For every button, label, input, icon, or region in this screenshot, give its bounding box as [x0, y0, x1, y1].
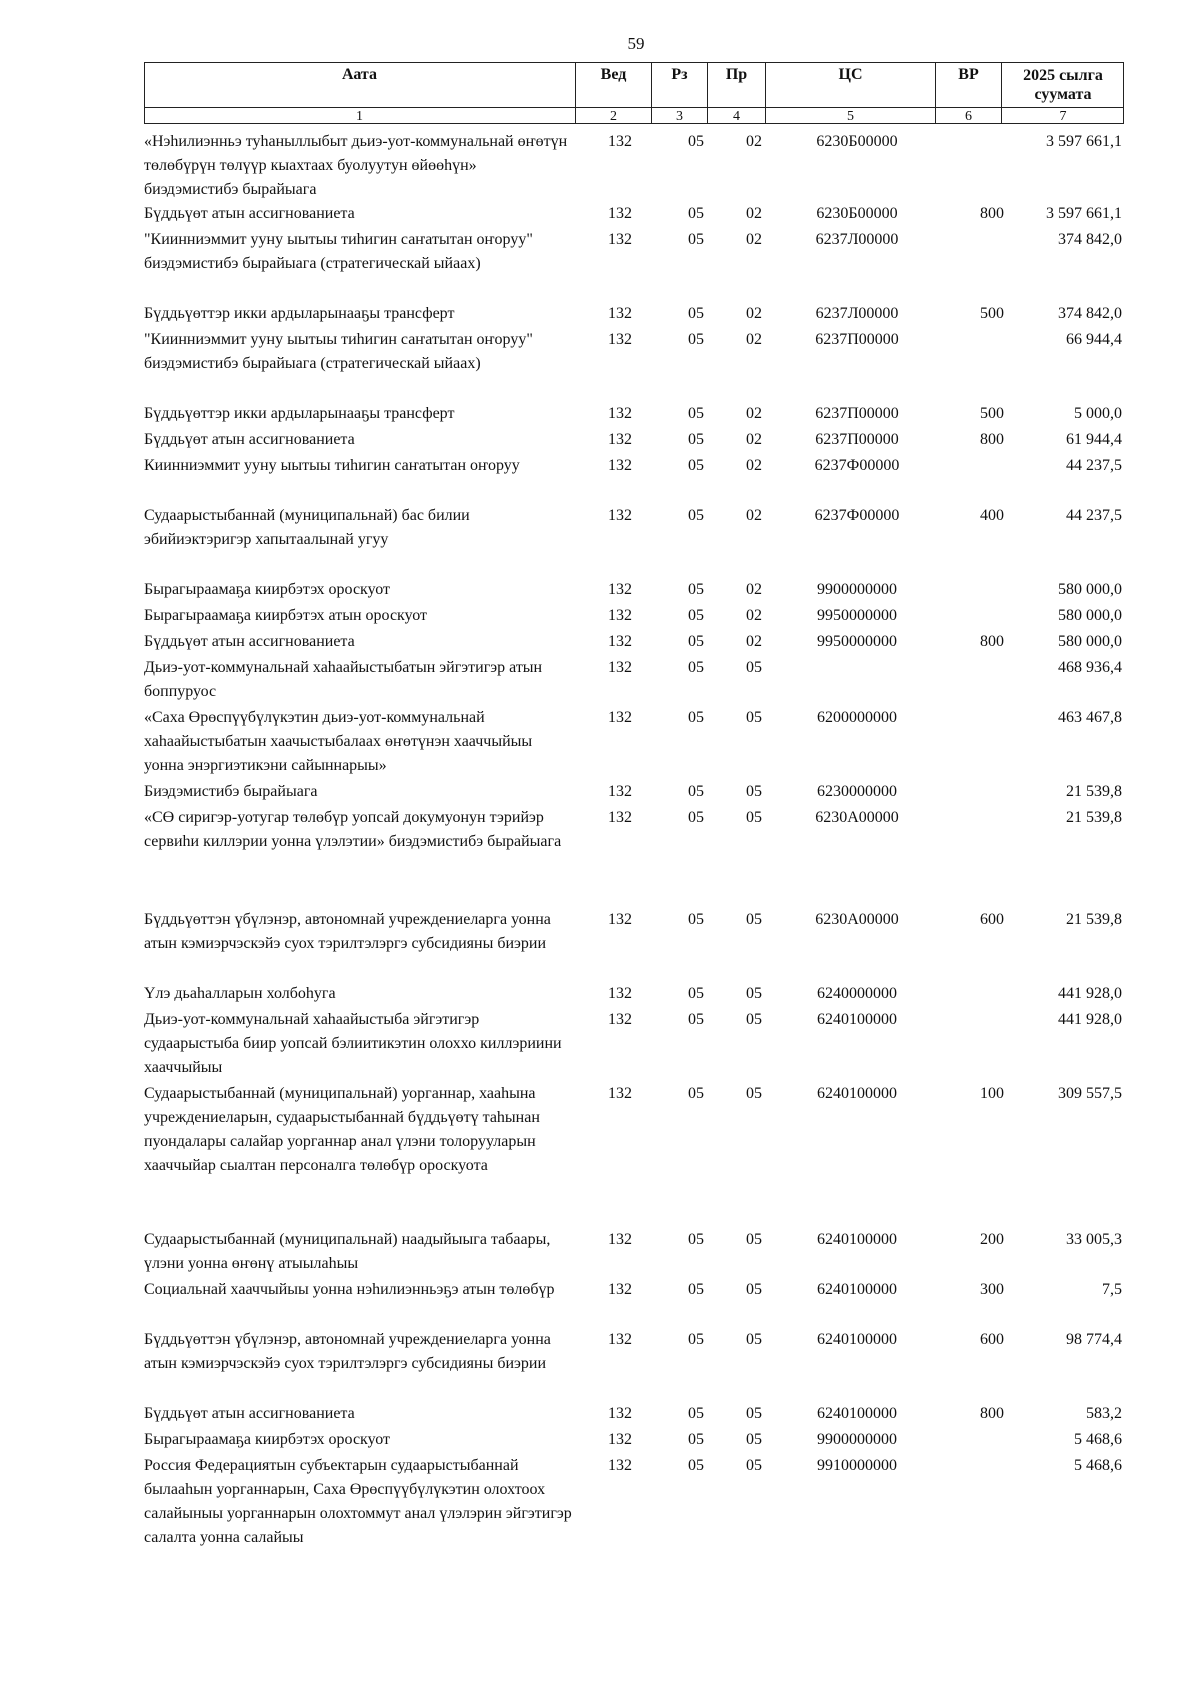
row-pr: 05 [746, 1331, 762, 1348]
row-ved: 132 [608, 659, 632, 676]
row-name: «Саха Өрөспүүбүлүкэтин дьиэ-уот-коммунальнай хаһаайыстыбатын хаачыстыбалаах өҥөтүнэн хааччыйыы уонна энэргиэтикэни сайыннарыы» [144, 709, 533, 774]
row-ved: 132 [608, 783, 632, 800]
row-cs: 6237П00000 [815, 405, 899, 422]
row-ved: 132 [608, 457, 632, 474]
row-rz: 05 [688, 1011, 704, 1028]
row-name: Судаарыстыбаннай (муниципальнай) бас билии эбийиэктэригэр хапытаалынай угуу [144, 507, 470, 548]
row-sum: 468 936,4 [1058, 659, 1122, 676]
row-vr: 400 [980, 507, 1004, 524]
row-rz: 05 [688, 659, 704, 676]
row-sum: 98 774,4 [1066, 1331, 1122, 1348]
row-vr: 200 [980, 1231, 1004, 1248]
row-rz: 05 [688, 709, 704, 726]
row-ved: 132 [608, 1457, 632, 1474]
row-pr: 05 [746, 1085, 762, 1102]
header-name: Аата [144, 62, 576, 107]
row-name: Бүддьүөттэр икки ардыларынааҕы трансферт [144, 405, 455, 422]
row-rz: 05 [688, 911, 704, 928]
row-cs: 6237Л00000 [815, 305, 899, 322]
row-name: Бүддьүөт атын ассигнованиета [144, 633, 355, 650]
row-rz: 05 [688, 405, 704, 422]
row-rz: 05 [688, 305, 704, 322]
row-name: Социальнай хааччыйыы уонна нэһилиэнньэҕэ атын төлөбүр [144, 1281, 555, 1298]
header-number: 5 [766, 108, 936, 124]
row-name: Судаарыстыбаннай (муниципальнай) наадыйыыга табаары, үлэни уонна өҥөнү атыылаһыы [144, 1231, 551, 1272]
header-sum: 2025 сылга суумата [1023, 67, 1103, 103]
row-ved: 132 [608, 911, 632, 928]
row-name: Бүддьүөттэн үбүлэнэр, автономнай учреждениеларга уонна атын кэмиэрчэскэйэ суох тэрилтэлэргэ субсидияны биэрии [144, 911, 551, 952]
row-rz: 05 [688, 1281, 704, 1298]
header-number: 7 [1059, 109, 1067, 124]
row-name: «Нэһилиэнньэ туһаныллыбыт дьиэ-уот-коммунальнай өҥөтүн төлөбүрүн төлүүр кыахтаах буолуутун өйөөһүн» биэдэмистибэ бырайыага [144, 133, 568, 198]
header-number: 2 [576, 108, 652, 124]
row-ved: 132 [608, 985, 632, 1002]
row-vr: 800 [980, 633, 1004, 650]
row-rz: 05 [688, 457, 704, 474]
row-rz: 05 [688, 633, 704, 650]
row-name: "Киинниэммит ууну ыытыы тиһигин саҥатытан оҥоруу" биэдэмистибэ бырайыага (стратегическай ыйаах) [144, 331, 533, 372]
row-vr: 800 [980, 431, 1004, 448]
row-sum: 580 000,0 [1058, 581, 1122, 598]
row-name: Бүддьүөттэн үбүлэнэр, автономнай учреждениеларга уонна атын кэмиэрчэскэйэ суох тэрилтэлэргэ субсидияны биэрии [144, 1331, 551, 1372]
row-rz: 05 [688, 607, 704, 624]
row-pr: 02 [746, 205, 762, 222]
row-ved: 132 [608, 709, 632, 726]
row-pr: 02 [746, 607, 762, 624]
row-ved: 132 [608, 507, 632, 524]
row-sum: 21 539,8 [1066, 809, 1122, 826]
row-sum: 463 467,8 [1058, 709, 1122, 726]
row-ved: 132 [608, 405, 632, 422]
row-sum: 5 468,6 [1074, 1457, 1122, 1474]
row-sum: 374 842,0 [1058, 305, 1122, 322]
row-sum: 44 237,5 [1066, 457, 1122, 474]
row-sum: 441 928,0 [1058, 1011, 1122, 1028]
row-cs: 9950000000 [817, 633, 897, 650]
row-name: Бырагыраамаҕа киирбэтэх ороскуот [144, 1431, 390, 1448]
row-sum: 374 842,0 [1058, 231, 1122, 248]
row-cs: 6240100000 [817, 1405, 897, 1422]
row-sum: 7,5 [1102, 1281, 1122, 1298]
row-sum: 61 944,4 [1066, 431, 1122, 448]
row-rz: 05 [688, 431, 704, 448]
row-cs: 9910000000 [817, 1457, 897, 1474]
row-name: Киинниэммит ууну ыытыы тиһигин саҥатытан оҥоруу [144, 457, 520, 474]
row-vr: 600 [980, 911, 1004, 928]
row-cs: 6237П00000 [815, 331, 899, 348]
header-ved: Вед [576, 62, 652, 107]
row-pr: 05 [746, 1231, 762, 1248]
row-rz: 05 [688, 205, 704, 222]
row-pr: 02 [746, 405, 762, 422]
row-name: Россия Федерациятын субъектарын судаарыстыбаннай былааһын уорганнарын, Саха Өрөспүүбүлүкэтин олохтоох салайыныы уорганнарын олохтоммут анал үлэлэрин эйгэтигэр салалта уонна салайыы [144, 1457, 572, 1546]
row-cs: 6240100000 [817, 1231, 897, 1248]
header-cs: ЦС [766, 62, 936, 107]
row-ved: 132 [608, 431, 632, 448]
row-pr: 02 [746, 231, 762, 248]
row-ved: 132 [608, 1281, 632, 1298]
table-header [144, 62, 1124, 126]
row-cs: 6237Ф00000 [814, 457, 900, 474]
row-vr: 600 [980, 1331, 1004, 1348]
row-vr: 300 [980, 1281, 1004, 1298]
row-ved: 132 [608, 633, 632, 650]
row-ved: 132 [608, 331, 632, 348]
row-sum: 583,2 [1086, 1405, 1122, 1422]
row-sum: 21 539,8 [1066, 783, 1122, 800]
row-name: Бырагыраамаҕа киирбэтэх атын ороскуот [144, 607, 427, 624]
row-rz: 05 [688, 809, 704, 826]
row-sum: 441 928,0 [1058, 985, 1122, 1002]
row-name: "Киинниэммит ууну ыытыы тиһигин саҥатытан оҥоруу" биэдэмистибэ бырайыага (стратегическай ыйаах) [144, 231, 533, 272]
row-vr: 500 [980, 405, 1004, 422]
row-rz: 05 [688, 1085, 704, 1102]
row-sum: 309 557,5 [1058, 1085, 1122, 1102]
row-name: Бүддьүөт атын ассигнованиета [144, 431, 355, 448]
row-cs: 9950000000 [817, 607, 897, 624]
row-ved: 132 [608, 581, 632, 598]
row-vr: 800 [980, 1405, 1004, 1422]
row-sum: 33 005,3 [1066, 1231, 1122, 1248]
row-cs: 9900000000 [817, 581, 897, 598]
row-cs: 6237П00000 [815, 431, 899, 448]
header-number-row [144, 107, 1124, 124]
row-sum: 3 597 661,1 [1046, 205, 1122, 222]
row-name: Биэдэмистибэ бырайыага [144, 783, 318, 800]
row-ved: 132 [608, 1231, 632, 1248]
row-cs: 6240000000 [817, 985, 897, 1002]
row-pr: 02 [746, 305, 762, 322]
row-cs: 6240100000 [817, 1281, 897, 1298]
row-cs: 6200000000 [817, 709, 897, 726]
row-sum: 66 944,4 [1066, 331, 1122, 348]
row-vr: 500 [980, 305, 1004, 322]
row-pr: 02 [746, 507, 762, 524]
row-cs: 6240100000 [817, 1331, 897, 1348]
page-number: 59 [627, 34, 645, 53]
row-sum: 580 000,0 [1058, 607, 1122, 624]
row-name: Бүддьүөт атын ассигнованиета [144, 1405, 355, 1422]
row-rz: 05 [688, 985, 704, 1002]
row-cs: 6230000000 [817, 783, 897, 800]
row-name: «СӨ сиригэр-уотугар төлөбүр уопсай докумуонун тэрийэр сервиһи киллэрии уонна үлэлэтии» биэдэмистибэ бырайыага [144, 809, 562, 850]
row-name: Үлэ дьаһалларын холбоһуга [144, 985, 336, 1002]
row-cs: 6240100000 [817, 1011, 897, 1028]
row-name: Бүддьүөт атын ассигнованиета [144, 205, 355, 222]
row-pr: 05 [746, 783, 762, 800]
row-sum: 580 000,0 [1058, 633, 1122, 650]
row-pr: 05 [746, 1011, 762, 1028]
row-pr: 05 [746, 1405, 762, 1422]
row-pr: 05 [746, 809, 762, 826]
row-rz: 05 [688, 1231, 704, 1248]
row-rz: 05 [688, 1431, 704, 1448]
row-rz: 05 [688, 231, 704, 248]
row-ved: 132 [608, 607, 632, 624]
header-number: 6 [936, 108, 1002, 124]
row-pr: 05 [746, 659, 762, 676]
row-ved: 132 [608, 133, 632, 150]
row-pr: 05 [746, 1457, 762, 1474]
header-rz: Рз [652, 62, 708, 107]
header-number: 3 [652, 108, 708, 124]
row-cs: 6237Л00000 [815, 231, 899, 248]
row-cs: 6230А00000 [815, 809, 899, 826]
row-pr: 05 [746, 985, 762, 1002]
header-number: 1 [144, 108, 576, 124]
row-ved: 132 [608, 1011, 632, 1028]
row-ved: 132 [608, 1431, 632, 1448]
row-cs: 6237Ф00000 [814, 507, 900, 524]
row-pr: 05 [746, 1281, 762, 1298]
header-vr: ВР [936, 62, 1002, 107]
row-cs: 6230А00000 [815, 911, 899, 928]
row-rz: 05 [688, 133, 704, 150]
row-sum: 3 597 661,1 [1046, 133, 1122, 150]
row-rz: 05 [688, 507, 704, 524]
row-pr: 05 [746, 709, 762, 726]
row-cs: 6230Б00000 [816, 133, 898, 150]
row-sum: 5 468,6 [1074, 1431, 1122, 1448]
row-pr: 02 [746, 581, 762, 598]
row-vr: 800 [980, 205, 1004, 222]
row-sum: 21 539,8 [1066, 911, 1122, 928]
row-ved: 132 [608, 1085, 632, 1102]
row-name: Бүддьүөттэр икки ардыларынааҕы трансферт [144, 305, 455, 322]
row-sum: 5 000,0 [1074, 405, 1122, 422]
row-cs: 9900000000 [817, 1431, 897, 1448]
row-sum: 44 237,5 [1066, 507, 1122, 524]
row-pr: 05 [746, 911, 762, 928]
row-pr: 02 [746, 133, 762, 150]
header-number: 4 [708, 108, 766, 124]
row-pr: 02 [746, 457, 762, 474]
row-ved: 132 [608, 1331, 632, 1348]
row-name: Дьиэ-уот-коммунальнай хаһаайыстыбатын эйгэтигэр атын боппуруос [144, 659, 543, 700]
row-ved: 132 [608, 1405, 632, 1422]
row-name: Дьиэ-уот-коммунальнай хаһаайыстыба эйгэтигэр судаарыстыба биир уопсай бэлиитикэтин олоххо киллэриини хааччыйыы [144, 1011, 562, 1076]
row-rz: 05 [688, 1457, 704, 1474]
row-rz: 05 [688, 783, 704, 800]
row-pr: 05 [746, 1431, 762, 1448]
row-name: Бырагыраамаҕа киирбэтэх ороскуот [144, 581, 390, 598]
row-rz: 05 [688, 331, 704, 348]
row-vr: 100 [980, 1085, 1004, 1102]
row-rz: 05 [688, 581, 704, 598]
row-name: Судаарыстыбаннай (муниципальнай) уорганнар, хааһына учреждениеларын, судаарыстыбаннай бүддьүөтү таһынан пуондалары салайар уорганнар анал үлэни толорууларын хааччыйар сыалтан персоналга төлөбүр ороскуота [144, 1085, 540, 1174]
row-pr: 02 [746, 431, 762, 448]
row-rz: 05 [688, 1405, 704, 1422]
row-ved: 132 [608, 809, 632, 826]
row-ved: 132 [608, 205, 632, 222]
row-cs: 6230Б00000 [816, 205, 898, 222]
header-pr: Пр [708, 62, 766, 107]
row-pr: 02 [746, 633, 762, 650]
row-ved: 132 [608, 231, 632, 248]
row-rz: 05 [688, 1331, 704, 1348]
row-pr: 02 [746, 331, 762, 348]
row-ved: 132 [608, 305, 632, 322]
row-cs: 6240100000 [817, 1085, 897, 1102]
